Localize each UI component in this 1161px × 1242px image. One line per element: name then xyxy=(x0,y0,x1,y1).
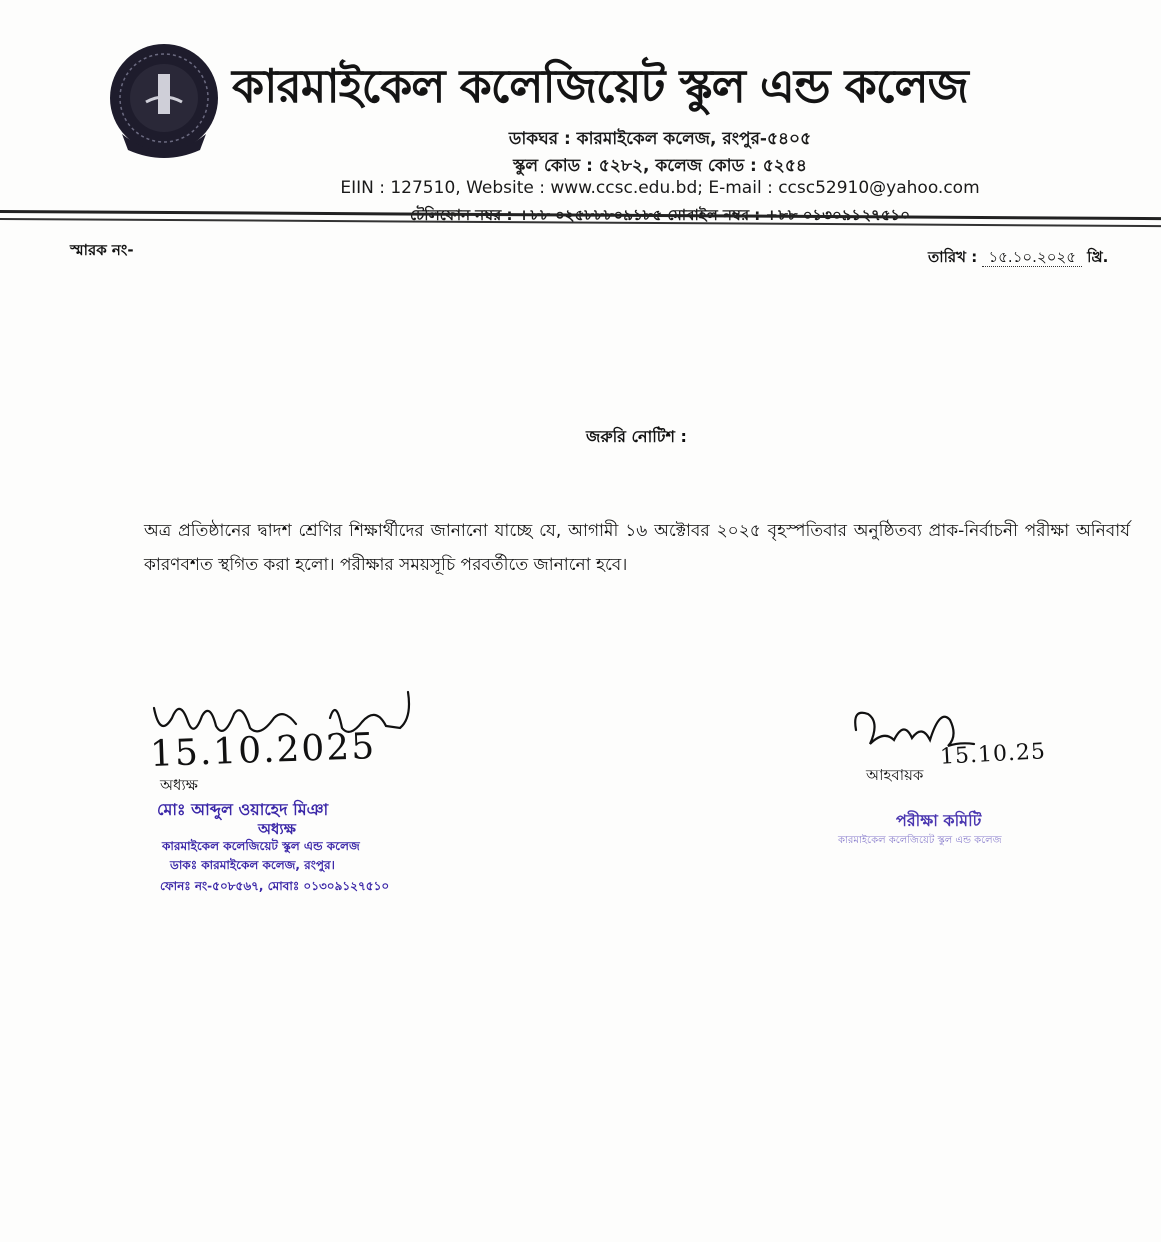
principal-seal-title: অধ্যক্ষ xyxy=(258,820,296,838)
convener-seal-name: পরীক্ষা কমিটি xyxy=(896,811,982,830)
principal-seal-institution: কারমাইকেল কলেজিয়েট স্কুল এন্ড কলেজ xyxy=(162,839,360,853)
date-line xyxy=(928,246,1108,271)
convener-seal-institution: কারমাইকেল কলেজিয়েট স্কুল এন্ড কলেজ xyxy=(838,835,1002,846)
convener-signature-date: 15.10.25 xyxy=(939,739,1047,770)
institution-title: কারমাইকেল কলেজিয়েট স্কুল এন্ড কলেজ xyxy=(232,59,968,113)
institution-contact: EIIN : 127510, Website : www.ccsc.edu.bd; E-mail : ccsc52910@yahoo.com xyxy=(340,178,980,198)
principal-role: অধ্যক্ষ xyxy=(160,776,198,794)
date-suffix: খ্রি. xyxy=(1087,248,1109,266)
institution-address: ডাকঘর : কারমাইকেল কলেজ, রংপুর-৫৪০৫ xyxy=(508,129,812,149)
memo-number-label: স্মারক নং- xyxy=(70,241,134,259)
notice-heading: জরুরি নোটিশ : xyxy=(586,427,687,446)
date-label: তারিখ : xyxy=(928,248,978,266)
convener-role: আহবায়ক xyxy=(866,766,924,784)
date-value: ১৫.১০.২০২৫ xyxy=(982,248,1081,267)
principal-signature-date: 15.10.2025 xyxy=(149,726,377,775)
principal-seal-name: মোঃ আব্দুল ওয়াহেদ মিঞা xyxy=(157,800,329,819)
principal-seal-phone: ফোনঃ নং-৫০৮৫৬৭, মোবাঃ ০১৩০৯১২৭৫১০ xyxy=(160,879,390,893)
institution-codes: স্কুল কোড : ৫২৮২, কলেজ কোড : ৫২৫৪ xyxy=(513,156,807,176)
principal-seal-post: ডাকঃ কারমাইকেল কলেজ, রংপুর। xyxy=(170,858,335,872)
college-logo-icon xyxy=(108,42,222,162)
notice-body: অত্র প্রতিষ্ঠানের দ্বাদশ শ্রেণির শিক্ষার্থীদের জানানো যাচ্ছে যে, আগামী ১৬ অক্টোবর ২০২৫ বৃহস্পতিবার অনুষ্ঠিতব্য প্রাক-নির্বাচনী পরীক্ষা অনিবার্য কারণবশত স্থগিত করা হলো। পরীক্ষার সময়সূচি পরবর্তীতে জানানো হবে। xyxy=(144,521,1130,575)
